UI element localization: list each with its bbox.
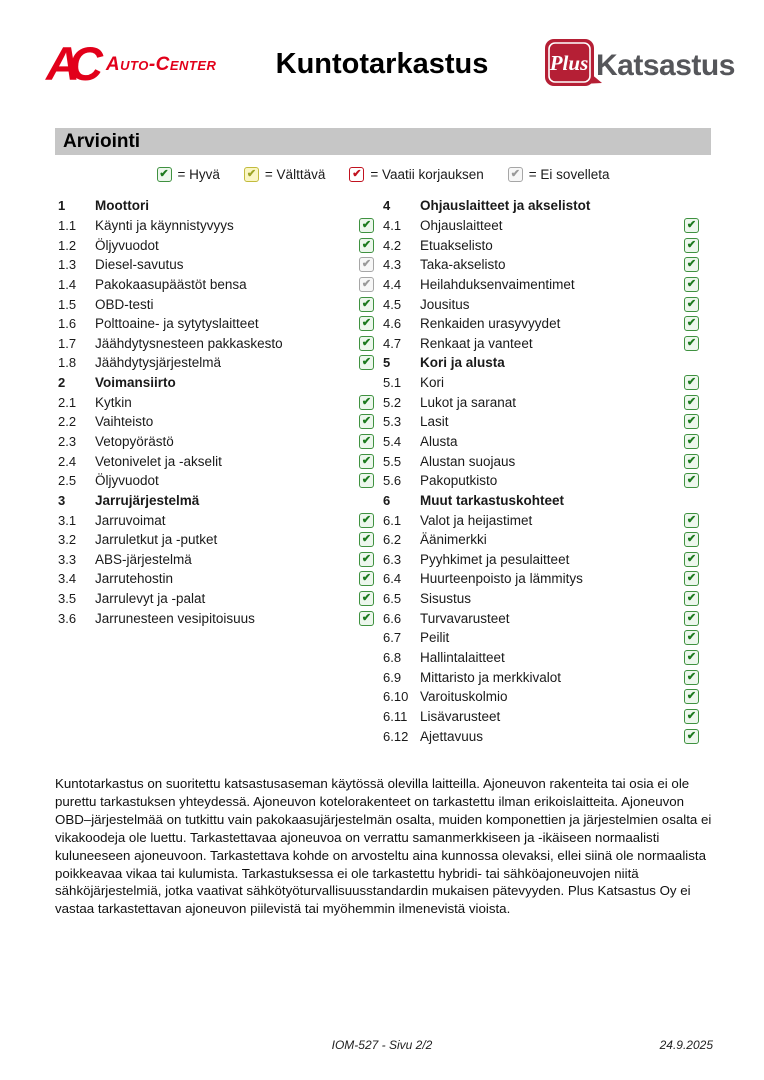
section-bar-title: Arviointi — [63, 130, 141, 152]
footer-date: 24.9.2025 — [659, 1038, 713, 1052]
item-number: 5.5 — [383, 453, 402, 469]
item-number: 4.6 — [383, 316, 402, 332]
section-number: 4 — [383, 198, 391, 214]
checklist-left-column — [58, 196, 374, 628]
hyva-checkbox-icon: ✔ — [684, 218, 699, 233]
item-number: 2.1 — [58, 394, 77, 410]
checklist-item-row — [383, 392, 699, 412]
checklist-item-row — [58, 569, 374, 589]
checklist-item-row — [383, 628, 699, 648]
item-label: Jäähdytysjärjestelmä — [95, 355, 222, 371]
section-header-row — [383, 353, 699, 373]
item-label: OBD-testi — [95, 296, 154, 312]
checklist-item-row — [383, 550, 699, 570]
checklist-item-row — [383, 608, 699, 628]
item-label: Sisustus — [420, 591, 472, 607]
item-number: 3.3 — [58, 551, 77, 567]
item-label: Alustan suojaus — [420, 453, 516, 469]
item-label: Heilahduksenvaimentimet — [420, 276, 575, 292]
item-label: Polttoaine- ja sytytyslaitteet — [95, 316, 259, 332]
item-label: Jarrulevyt ja -palat — [95, 591, 206, 607]
item-number: 6.3 — [383, 551, 402, 567]
section-title: Moottori — [95, 198, 149, 214]
item-number: 5.6 — [383, 473, 402, 489]
item-label: Hallintalaitteet — [420, 650, 505, 666]
item-label: Öljyvuodot — [95, 237, 159, 253]
checklist-item-row — [383, 432, 699, 452]
hyva-checkbox-icon: ✔ — [684, 709, 699, 724]
checklist-item-row — [383, 235, 699, 255]
checklist-item-row — [58, 353, 374, 373]
item-label: ABS-järjestelmä — [95, 551, 192, 567]
item-number: 3.4 — [58, 571, 77, 587]
item-number: 3.5 — [58, 591, 77, 607]
hyva-checkbox-icon: ✔ — [359, 473, 374, 488]
checklist-item-row — [58, 392, 374, 412]
item-number: 5.2 — [383, 394, 402, 410]
checklist-item-row — [383, 471, 699, 491]
hyva-checkbox-icon: ✔ — [359, 454, 374, 469]
item-label: Jarrunesteen vesipitoisuus — [95, 610, 255, 626]
hyva-checkbox-icon: ✔ — [684, 238, 699, 253]
item-number: 3.2 — [58, 532, 77, 548]
item-label: Diesel-savutus — [95, 257, 184, 273]
hyva-checkbox-icon: ✔ — [359, 238, 374, 253]
item-number: 3.6 — [58, 610, 77, 626]
item-label: Etuakselisto — [420, 237, 493, 253]
hyva-checkbox-icon: ✔ — [359, 532, 374, 547]
checklist-item-row — [383, 707, 699, 727]
legend-item — [508, 167, 610, 182]
item-label: Ajettavuus — [420, 728, 484, 744]
checklist-item-row — [383, 216, 699, 236]
checklist-item-row — [383, 530, 699, 550]
legend-label: = Välttävä — [264, 167, 326, 182]
hyva-checkbox-icon: ✔ — [359, 297, 374, 312]
hyva-checkbox-icon: ✔ — [359, 552, 374, 567]
checklist-item-row — [383, 314, 699, 334]
section-title: Jarrujärjestelmä — [95, 492, 200, 508]
item-number: 1.4 — [58, 276, 77, 292]
hyva-checkbox-icon: ✔ — [684, 316, 699, 331]
hyva-checkbox-icon: ✔ — [684, 395, 699, 410]
item-label: Ohjauslaitteet — [420, 217, 503, 233]
item-number: 5.3 — [383, 414, 402, 430]
item-number: 6.12 — [383, 728, 409, 744]
checklist-item-row — [58, 294, 374, 314]
section-number: 5 — [383, 355, 391, 371]
hyva-checkbox-icon: ✔ — [684, 650, 699, 665]
checklist-item-row — [383, 412, 699, 432]
ei-sovelleta-checkbox-icon: ✔ — [359, 257, 374, 272]
hyva-checkbox-icon: ✔ — [359, 218, 374, 233]
hyva-checkbox-icon: ✔ — [684, 414, 699, 429]
item-number: 6.5 — [383, 591, 402, 607]
hyva-checkbox-icon: ✔ — [684, 729, 699, 744]
item-number: 2.4 — [58, 453, 77, 469]
item-number: 4.1 — [383, 217, 402, 233]
section-number: 2 — [58, 375, 66, 391]
item-label: Jarruletkut ja -putket — [95, 532, 218, 548]
item-number: 6.8 — [383, 650, 402, 666]
checklist-item-row — [58, 451, 374, 471]
hyva-checkbox-icon: ✔ — [684, 611, 699, 626]
item-number: 4.7 — [383, 335, 402, 351]
checklist-item-row — [383, 294, 699, 314]
checklist-item-row — [58, 589, 374, 609]
hyva-checkbox-icon: ✔ — [359, 316, 374, 331]
item-number: 1.6 — [58, 316, 77, 332]
item-label: Käynti ja käynnistyvyys — [95, 217, 234, 233]
checklist-item-row — [383, 451, 699, 471]
hyva-checkbox-icon: ✔ — [359, 571, 374, 586]
item-number: 1.7 — [58, 335, 77, 351]
checklist-item-row — [383, 275, 699, 295]
item-number: 6.11 — [383, 708, 408, 724]
hyva-checkbox-icon: ✔ — [359, 513, 374, 528]
item-label: Pyyhkimet ja pesulaitteet — [420, 551, 570, 567]
item-label: Huurteenpoisto ja lämmitys — [420, 571, 583, 587]
item-number: 2.2 — [58, 414, 77, 430]
checklist-item-row — [383, 333, 699, 353]
checklist-item-row — [383, 726, 699, 746]
item-number: 6.4 — [383, 571, 402, 587]
item-number: 2.5 — [58, 473, 77, 489]
item-label: Turvavarusteet — [420, 610, 510, 626]
hyva-checkbox-icon: ✔ — [684, 670, 699, 685]
item-number: 1.1 — [58, 217, 77, 233]
section-number: 6 — [383, 492, 391, 508]
plus-logo-bubble-text: Plus — [549, 51, 589, 75]
checklist-item-row — [383, 569, 699, 589]
hyva-checkbox-icon: ✔ — [684, 257, 699, 272]
checklist-right-column — [383, 196, 699, 746]
item-label: Renkaat ja vanteet — [420, 335, 533, 351]
legend-item — [244, 167, 325, 182]
item-label: Lisävarusteet — [420, 708, 501, 724]
valttava-checkbox-icon: ✔ — [244, 167, 259, 182]
hyva-checkbox-icon: ✔ — [684, 591, 699, 606]
item-number: 2.3 — [58, 434, 77, 449]
hyva-checkbox-icon: ✔ — [359, 336, 374, 351]
item-number: 1.5 — [58, 296, 77, 312]
item-label: Pakoputkisto — [420, 473, 498, 489]
item-number: 4.4 — [383, 276, 402, 292]
checklist-item-row — [383, 589, 699, 609]
item-number: 3.1 — [58, 512, 77, 528]
section-header-row — [383, 196, 699, 216]
hyva-checkbox-icon: ✔ — [359, 434, 374, 449]
item-label: Varoituskolmio — [420, 689, 508, 705]
hyva-checkbox-icon: ✔ — [359, 395, 374, 410]
hyva-checkbox-icon: ✔ — [684, 473, 699, 488]
section-number: 3 — [58, 492, 66, 508]
hyva-checkbox-icon: ✔ — [359, 611, 374, 626]
item-number: 5.4 — [383, 434, 402, 449]
hyva-checkbox-icon: ✔ — [359, 591, 374, 606]
item-label: Pakokaasupäästöt bensa — [95, 276, 247, 292]
section-header-row — [58, 196, 374, 216]
item-number: 4.2 — [383, 237, 402, 253]
arviointi-section-bar — [55, 128, 711, 155]
checklist-item-row — [383, 510, 699, 530]
checklist-item-row — [58, 432, 374, 452]
item-label: Renkaiden urasyvyydet — [420, 316, 561, 332]
hyva-checkbox-icon: ✔ — [684, 571, 699, 586]
checklist-item-row — [58, 255, 374, 275]
page-title: Kuntotarkastus — [275, 48, 489, 80]
checklist-item-row — [58, 530, 374, 550]
section-title: Voimansiirto — [95, 375, 176, 391]
plus-katsastus-logo — [544, 38, 735, 92]
disclaimer-text: Kuntotarkastus on suoritettu katsastusaseman käytössä olevilla laitteilla. Ajoneuvon rakenteita tai osia ei ole purettu tarkastuksen yhteydessä. Ajoneuvon kotelorakenteet on tarkastettu ilman erikoislaitteita. Ajoneuvon OBD–järjestelmää on tutkittu vain pakokaasujärjestelmän osalta, muiden komponettien ja järjestelmien osalta ei vikakoodeja ole luettu. Tarkastettavaa ajoneuvoa on verrattu samanmerkkiseen ja -ikäiseen normaalisti kuluneeseen ajoneuvoon. Tarkastettava kohde on arvosteltu aina kunnossa olevaksi, ellei siinä ole normaalista poikkeavaa vikaa tai kulumista. Tarkastuksessa ei ole tarkastettu hybridi- tai sähköajoneuvojen niitä sähköjärjestelmiä, jotka vaativat sähkötyöturvallisuusstandardin mukaisen pätevyyden. Plus Katsastus Oy ei vastaa tarkastettavan ajoneuvon piilevistä tai myöhemmin ilmenevistä vioista. — [55, 776, 712, 917]
checklist-item-row — [58, 314, 374, 334]
item-label: Lukot ja saranat — [420, 394, 517, 410]
checklist-item-row — [58, 608, 374, 628]
checklist-item-row — [58, 550, 374, 570]
item-number: 1.2 — [58, 237, 77, 253]
hyva-checkbox-icon: ✔ — [359, 355, 374, 370]
hyva-checkbox-icon: ✔ — [684, 532, 699, 547]
item-number: 1.8 — [58, 355, 77, 371]
item-number: 6.10 — [383, 689, 409, 705]
hyva-checkbox-icon: ✔ — [684, 434, 699, 449]
item-label: Kori — [420, 375, 445, 391]
item-label: Vaihteisto — [95, 414, 154, 430]
legend-label: = Vaatii korjauksen — [370, 167, 484, 182]
item-number: 6.6 — [383, 610, 402, 626]
item-label: Jarruvoimat — [95, 512, 166, 528]
item-number: 1.3 — [58, 257, 77, 273]
hyva-checkbox-icon: ✔ — [684, 689, 699, 704]
plus-logo-bubble-icon — [544, 38, 604, 92]
checklist-item-row — [383, 373, 699, 393]
ac-logo-mark: AC — [46, 37, 92, 90]
legend-item — [349, 167, 483, 182]
ac-logo-text: Auto-Center — [105, 53, 217, 75]
item-number: 5.1 — [383, 375, 402, 391]
checklist-item-row — [58, 510, 374, 530]
checklist-item-row — [58, 333, 374, 353]
checklist-item-row — [383, 667, 699, 687]
item-label: Kytkin — [95, 394, 132, 410]
checklist-item-row — [383, 648, 699, 668]
item-label: Alusta — [420, 434, 458, 449]
item-label: Vetopyörästö — [95, 434, 174, 449]
hyva-checkbox-icon: ✔ — [359, 414, 374, 429]
section-title: Kori ja alusta — [420, 355, 505, 371]
korjaus-checkbox-icon: ✔ — [349, 167, 364, 182]
item-label: Jarrutehostin — [95, 571, 174, 587]
item-label: Vetonivelet ja -akselit — [95, 453, 222, 469]
item-label: Taka-akselisto — [420, 257, 506, 273]
hyva-checkbox-icon: ✔ — [684, 277, 699, 292]
checklist-item-row — [58, 412, 374, 432]
item-label: Jousitus — [420, 296, 470, 312]
legend-label: = Ei sovelleta — [528, 167, 610, 182]
item-label: Peilit — [420, 630, 450, 646]
checklist-item-row — [383, 255, 699, 275]
rating-legend — [55, 167, 711, 182]
checklist-item-row — [58, 216, 374, 236]
checklist-item-row — [58, 471, 374, 491]
item-number: 6.2 — [383, 532, 402, 548]
item-number: 4.3 — [383, 257, 402, 273]
item-number: 4.5 — [383, 296, 402, 312]
item-label: Äänimerkki — [420, 532, 487, 548]
hyva-checkbox-icon: ✔ — [684, 297, 699, 312]
hyva-checkbox-icon: ✔ — [684, 513, 699, 528]
item-label: Jäähdytysnesteen pakkaskesto — [95, 335, 283, 351]
hyva-checkbox-icon: ✔ — [157, 167, 172, 182]
hyva-checkbox-icon: ✔ — [684, 336, 699, 351]
section-title: Muut tarkastuskohteet — [420, 492, 565, 508]
section-number: 1 — [58, 198, 66, 214]
hyva-checkbox-icon: ✔ — [684, 454, 699, 469]
section-header-row — [58, 491, 374, 511]
hyva-checkbox-icon: ✔ — [684, 552, 699, 567]
section-title: Ohjauslaitteet ja akselistot — [420, 198, 591, 214]
hyva-checkbox-icon: ✔ — [684, 375, 699, 390]
katsastus-logo-text: Katsastus — [596, 49, 735, 82]
section-header-row — [58, 373, 374, 393]
item-label: Valot ja heijastimet — [420, 512, 533, 528]
item-number: 6.7 — [383, 630, 402, 646]
ei-sovelleta-checkbox-icon: ✔ — [359, 277, 374, 292]
section-header-row — [383, 491, 699, 511]
checklist-item-row — [58, 235, 374, 255]
item-number: 6.9 — [383, 669, 402, 685]
checklist-item-row — [58, 275, 374, 295]
item-number: 6.1 — [383, 512, 402, 528]
item-label: Öljyvuodot — [95, 473, 159, 489]
footer-document-page-number: IOM-527 - Sivu 2/2 — [331, 1038, 433, 1052]
hyva-checkbox-icon: ✔ — [684, 630, 699, 645]
item-label: Mittaristo ja merkkivalot — [420, 669, 562, 685]
legend-label: = Hyvä — [177, 167, 220, 182]
ei-sovelleta-checkbox-icon: ✔ — [508, 167, 523, 182]
legend-item — [157, 167, 220, 182]
checklist-item-row — [383, 687, 699, 707]
item-label: Lasit — [420, 414, 449, 430]
